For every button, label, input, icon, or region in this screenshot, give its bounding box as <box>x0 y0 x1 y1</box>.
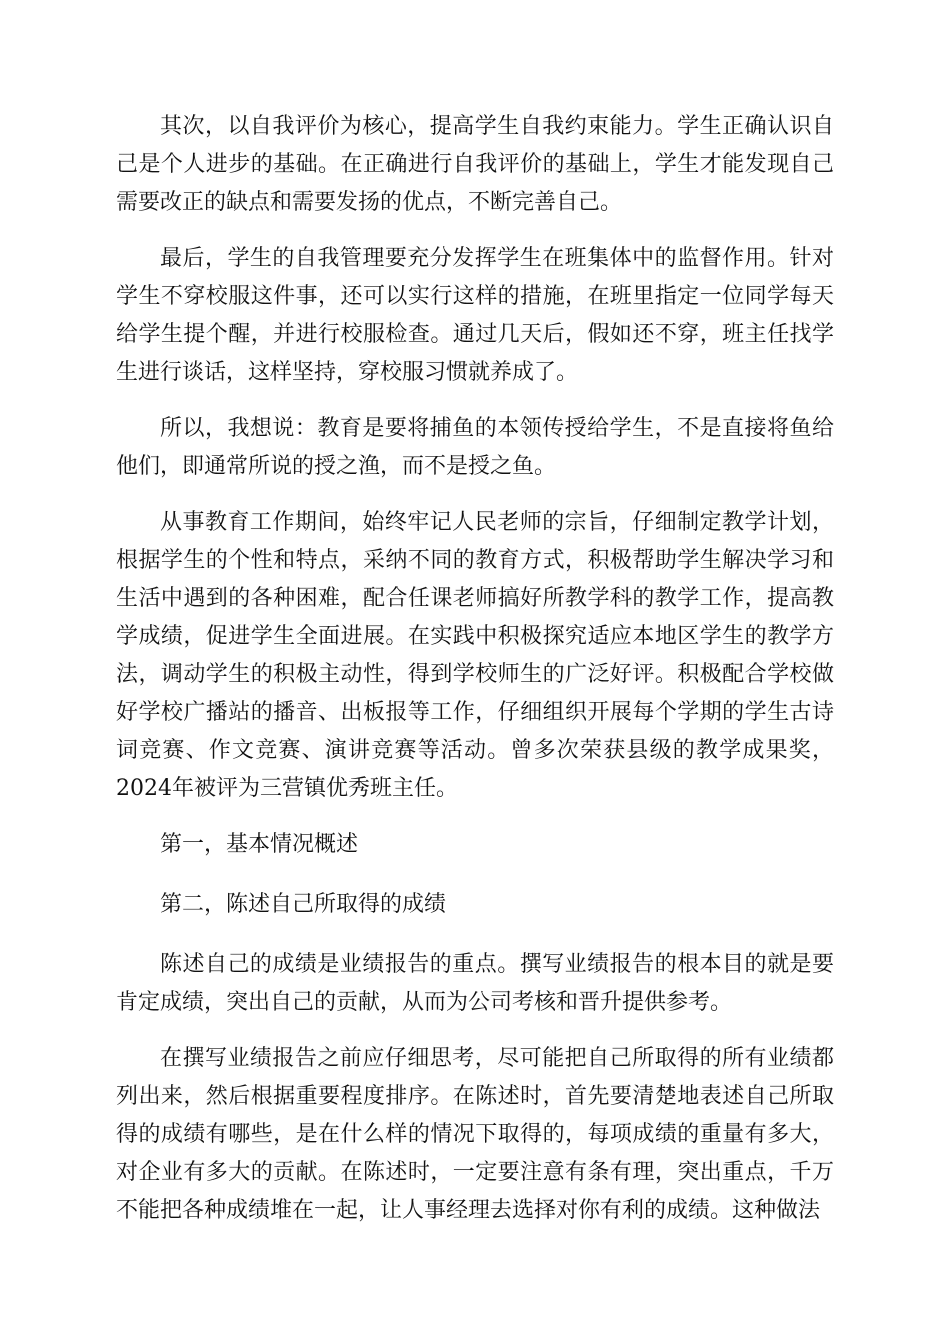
heading-basic-overview: 第一，基本情况概述 <box>160 832 359 857</box>
paragraph-teach-fishing: 所以，我想说：教育是要将捕鱼的本领传授给学生，不是直接将鱼给他们，即通常所说的授之渔，而不是授之鱼。 <box>116 416 834 479</box>
heading-achievements: 第二，陈述自己所取得的成绩 <box>160 892 447 917</box>
paragraph-self-evaluation: 其次，以自我评价为核心，提高学生自我约束能力。学生正确认识自己是个人进步的基础。在正确进行自我评价的基础上，学生才能发现自己需要改正的缺点和需要发扬的优点，不断完善自己。 <box>116 114 834 215</box>
document-body <box>116 108 834 1248</box>
paragraph-teaching-work: 从事教育工作期间，始终牢记人民老师的宗旨，仔细制定教学计划，根据学生的个性和特点，采纳不同的教育方式，积极帮助学生解决学习和生活中遇到的各种困难，配合任课老师搞好所教学科的教学工作，提高教学成绩，促进学生全面进展。在实践中积极探究适应本地区学生的教学方法，调动学生的积极主动性，得到学校师生的广泛好评。积极配合学校做好学校广播站的播音、出板报等工作，仔细组织开展每个学期的学生古诗词竞赛、作文竞赛、演讲竞赛等活动。曾多次荣获县级的教学成果奖，2024年被评为三营镇优秀班主任。 <box>116 510 834 801</box>
paragraph-achievements-focus: 陈述自己的成绩是业绩报告的重点。撰写业绩报告的根本目的就是要肯定成绩，突出自己的贡献，从而为公司考核和晋升提供参考。 <box>116 952 834 1015</box>
paragraph-self-management: 最后，学生的自我管理要充分发挥学生在班集体中的监督作用。针对学生不穿校服这件事，还可以实行这样的措施，在班里指定一位同学每天给学生提个醒，并进行校服检查。通过几天后，假如还不穿，班主任找学生进行谈话，这样坚持，穿校服习惯就养成了。 <box>116 246 834 385</box>
paragraph-writing-advice: 在撰写业绩报告之前应仔细思考，尽可能把自己所取得的所有业绩都列出来，然后根据重要程度排序。在陈述时，首先要清楚地表述自己所取得的成绩有哪些，是在什么样的情况下取得的，每项成绩的重量有多大，对企业有多大的贡献。在陈述时，一定要注意有条有理，突出重点，千万不能把各种成绩堆在一起，让人事经理去选择对你有利的成绩。这种做法 <box>116 1046 834 1223</box>
